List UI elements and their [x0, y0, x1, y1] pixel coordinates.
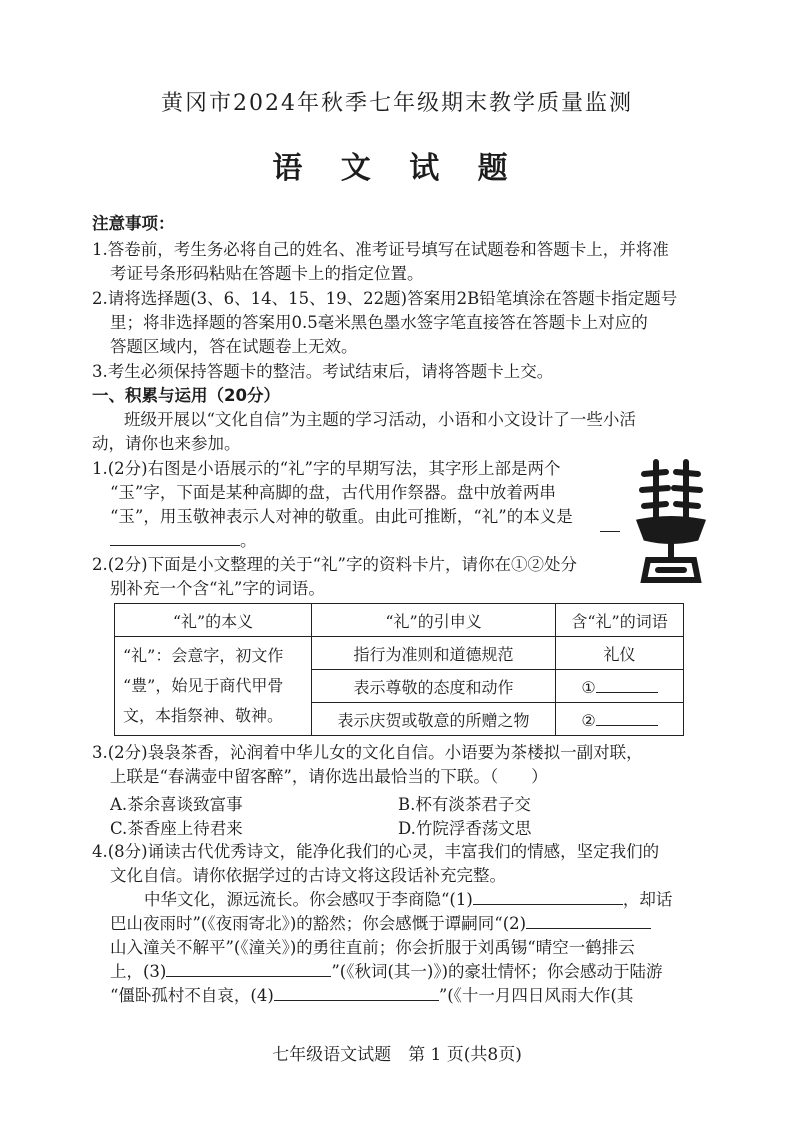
q1-text: “玉”字，下面是某种高脚的盘，古代用作祭器。盘中放着两串 — [110, 483, 556, 502]
li-info-card-table — [114, 603, 684, 736]
notice-line: 3.考生必须保持答题卡的整洁。考试结束后，请将答题卡上交。 — [92, 362, 554, 381]
notice-line: 1.答卷前，考生务必将自己的姓名、准考证号填写在试题卷和答题卡上，并将准 — [92, 240, 669, 259]
answer-blank — [596, 709, 658, 726]
notice-line: 考证号条形码粘贴在答题卡上的指定位置。 — [110, 264, 424, 283]
exam-subject-title: 语 文 试 题 — [272, 151, 522, 186]
q4-text-part: 巴山夜雨时”(《夜雨寄北》)的豁然；你会感慨于谭嗣同“(2) — [110, 914, 527, 933]
q2-text: 2.(2分)下面是小文整理的关于“礼”字的资料卡片，请你在①②处分 — [92, 555, 577, 574]
q4-paragraph-line — [110, 960, 663, 984]
q4-text-part: 上，(3) — [110, 962, 167, 981]
word-cell — [556, 703, 684, 736]
q3-option-b: B.杯有淡茶君子交 — [398, 795, 531, 814]
q3-option-c: C.茶香座上待君来 — [110, 819, 243, 838]
q3-text: 3.(2分)袅袅茶香，沁润着中华儿女的文化自信。小语要为茶楼拟一副对联， — [92, 743, 643, 762]
q4-text: 文化自信。请你依据学过的古诗文将这段话补充完整。 — [110, 866, 506, 885]
q1-answer-blank — [110, 529, 240, 546]
section-heading: 一、积累与运用（20分） — [92, 386, 280, 405]
answer-blank — [596, 676, 658, 693]
table-row — [115, 637, 684, 670]
original-meaning-line: “豊”，始见于商代甲骨 — [123, 676, 284, 695]
q4-text: 4.(8分)诵读古代优秀诗文，能净化我们的心灵，丰富我们的情感，坚定我们的 — [92, 842, 660, 861]
q4-text-part: ”(《秋词(其一)》)的豪壮情怀；你会感动于陆游 — [331, 962, 663, 981]
q3-option-a: A.茶余喜谈致富事 — [110, 795, 243, 814]
notice-heading: 注意事项： — [92, 214, 175, 233]
table-header-row — [115, 604, 684, 637]
extended-meaning-cell: 表示尊敬的态度和动作 — [312, 670, 556, 703]
q1-text: “玉”，用玉敬神表示人对神的敬重。由此可推断，“礼”的本义是 — [110, 507, 573, 526]
extended-meaning-cell: 指行为准则和道德规范 — [312, 637, 556, 670]
q2-text: 别补充一个含“礼”字的词语。 — [110, 579, 325, 598]
page-footer: 七年级语文试题 第 1 页(共8页) — [272, 1045, 522, 1065]
table-header-cell: “礼”的引申义 — [312, 604, 556, 637]
li-ancient-character-image — [636, 458, 706, 588]
word-cell — [556, 670, 684, 703]
blank-marker: ② — [581, 710, 596, 730]
table-header-cell: “礼”的本义 — [115, 604, 312, 637]
word-cell: 礼仪 — [556, 637, 684, 670]
blank-marker: ① — [581, 677, 596, 697]
q4-answer-blank-2 — [526, 912, 651, 929]
q4-text-part: “僵卧孤村不自哀，(4) — [110, 986, 274, 1005]
q3-option-d: D.竹院浮香荡文思 — [398, 819, 532, 838]
q1-answer-blank — [600, 515, 620, 532]
section-intro: 动，请你也来参加。 — [92, 434, 241, 453]
original-meaning-cell — [115, 637, 312, 736]
original-meaning-line: 文，本指祭神、敬神。 — [123, 706, 284, 725]
q3-text: 上联是“春满壶中留客醉”，请你选出最恰当的下联。（ ） — [110, 767, 548, 786]
q4-answer-blank-4 — [274, 984, 439, 1001]
q1-period: 。 — [240, 531, 257, 550]
q4-text-part: ”(《十一月四日风雨大作(其 — [438, 986, 634, 1005]
notice-line: 答题区域内，答在试题卷上无效。 — [110, 337, 358, 356]
notice-line: 2.请将选择题(3、6、14、15、19、22题)答案用2B铅笔填涂在答题卡指定题号 — [92, 289, 678, 308]
q4-paragraph-line — [110, 912, 651, 936]
q4-paragraph-line: 山入潼关不解平”(《潼关》)的勇往直前；你会折服于刘禹锡“晴空一鹤排云 — [110, 938, 635, 957]
q4-paragraph-line — [110, 984, 633, 1008]
original-meaning-line: “礼”：会意字，初文作 — [123, 646, 284, 665]
q1-answer-line — [110, 529, 257, 553]
q4-paragraph-line — [144, 888, 672, 912]
section-intro: 班级开展以“文化自信”为主题的学习活动，小语和小文设计了一些小活 — [124, 410, 636, 429]
exam-header-title: 黄冈市2024年秋季七年级期末教学质量监测 — [161, 91, 633, 116]
q4-text-part: ，却话 — [622, 890, 673, 909]
table-header-cell: 含“礼”的词语 — [556, 604, 684, 637]
q4-answer-blank-1 — [473, 888, 623, 905]
extended-meaning-cell: 表示庆贺或敬意的所赠之物 — [312, 703, 556, 736]
q4-answer-blank-3 — [166, 960, 331, 977]
notice-line: 里；将非选择题的答案用0.5毫米黑色墨水签字笔直接答在答题卡上对应的 — [110, 313, 648, 332]
q4-text-part: 中华文化，源远流长。你会感叹于李商隐“(1) — [144, 890, 473, 909]
q1-text: 1.(2分)右图是小语展示的“礼”字的早期写法，其字形上部是两个 — [92, 459, 561, 478]
